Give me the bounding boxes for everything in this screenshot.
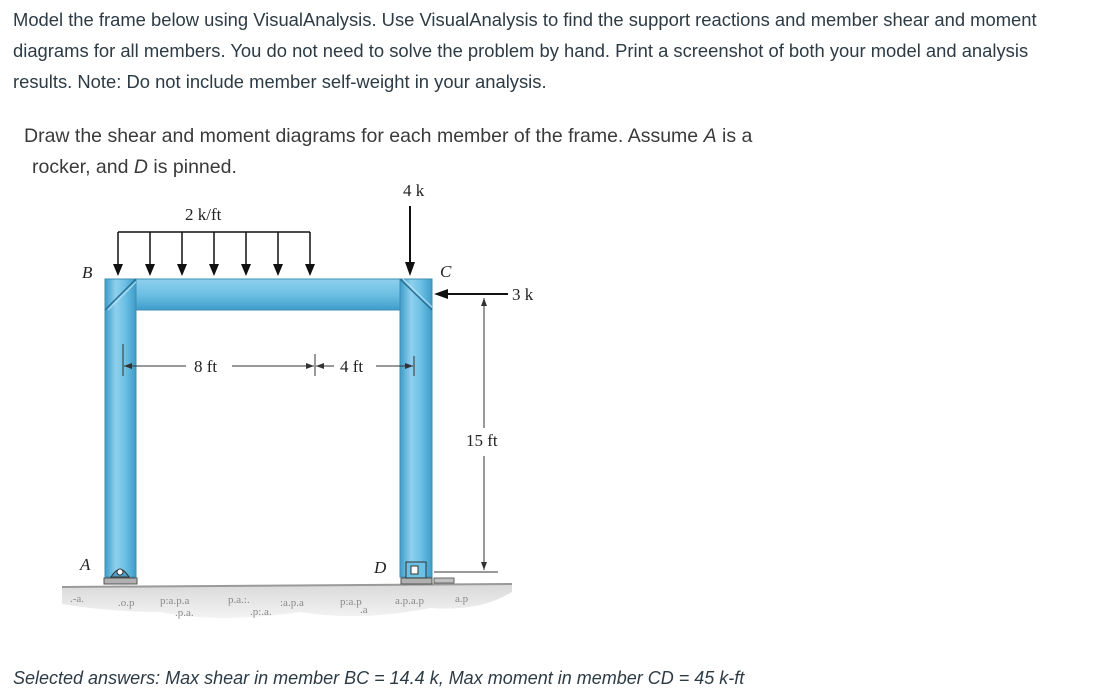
- column-cd: [400, 279, 432, 577]
- svg-text:.p.a.: .p.a.: [175, 607, 194, 619]
- svg-text:a.p.a.p: a.p.a.p: [395, 595, 425, 607]
- svg-text:a.p: a.p: [455, 593, 469, 605]
- problem-point-a: A: [703, 125, 717, 147]
- svg-text::a.p.a: :a.p.a: [280, 597, 304, 609]
- point-load-4k-label: 4 k: [403, 181, 425, 200]
- svg-text:.o.p: .o.p: [118, 597, 135, 609]
- point-label-d: D: [374, 558, 387, 577]
- distributed-load: [118, 232, 310, 268]
- instructions-line-1: Model the frame below using VisualAnalysis. Use VisualAnalysis to find the support reactions and member shear and moment: [13, 9, 1037, 30]
- problem-point-d: D: [133, 156, 148, 178]
- selected-answers: Selected answers: Max shear in member BC = 14.4 k, Max moment in member CD = 45 k-ft: [13, 668, 745, 688]
- point-load-4k: [405, 206, 415, 276]
- span-left-label: 8 ft: [194, 357, 218, 376]
- point-label-a: A: [80, 555, 91, 574]
- problem-text-1: Draw the shear and moment diagrams for each member of the frame. Assume: [24, 125, 704, 147]
- column-ab: [105, 279, 136, 577]
- svg-text:.-a.: .-a.: [70, 593, 85, 605]
- svg-text:p.a.:.: p.a.:.: [228, 594, 250, 606]
- problem-text-4: is pinned.: [147, 156, 237, 178]
- beam-bc: [105, 279, 432, 310]
- span-right-label: 4 ft: [340, 357, 364, 376]
- instructions-line-3: results. Note: Do not include member self-weight in your analysis.: [13, 71, 547, 92]
- problem-text-3: rocker, and: [32, 156, 134, 178]
- span-dimension: [123, 344, 414, 376]
- svg-text:p:a.p.a: p:a.p.a: [160, 595, 190, 607]
- instructions-line-2: diagrams for all members. You do not need to solve the problem by hand. Print a screenshot of both your model and analysis: [13, 40, 1029, 61]
- height-label: 15 ft: [466, 431, 498, 450]
- svg-text:p:a.p: p:a.p: [340, 596, 362, 608]
- svg-text:.a: .a: [360, 604, 368, 616]
- ground: [62, 584, 512, 619]
- problem-text-2: is a: [716, 125, 753, 147]
- point-label-b: B: [82, 263, 93, 282]
- point-label-c: C: [440, 262, 452, 281]
- point-load-3k-label: 3 k: [512, 285, 534, 304]
- svg-text:.p:.a.: .p:.a.: [250, 606, 272, 618]
- point-load-3k: [434, 289, 508, 299]
- distributed-load-label: 2 k/ft: [185, 205, 222, 224]
